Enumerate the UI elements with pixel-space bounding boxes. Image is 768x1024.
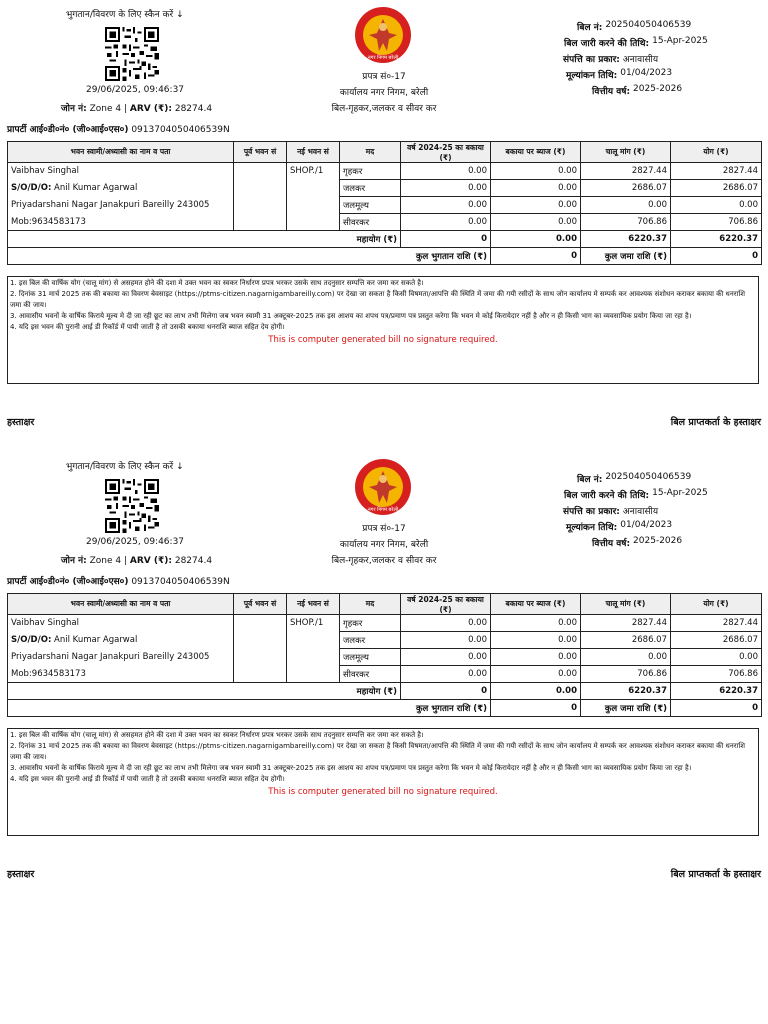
arrear-value: 0.00 — [401, 197, 491, 214]
note-item: 3. आवासीय भवनों के वार्षिक किराये मूल्य मे दी जा रही छूट का लाभ तभी मिलेगा जब भवन स्वामी 31 अक्टूबर-2025 तक इस आशय का शपथ पत्र/प्रमाण पत्र प्रस्तुत करेगा कि भवन मे कोई किरायेदार नहीं है और न ही किसी भाग का व्यवसायिक प्रयोग किया जा रहा है। — [10, 312, 692, 320]
deposit-label: कुल जमा राशि (₹) — [581, 700, 671, 717]
bill-info — [560, 20, 760, 100]
scan-instruction: भुगतान/विवरण के लिए स्कैन करें ↓ — [66, 10, 184, 20]
note-item: 1. इस बिल की वार्षिक योग (चालू मांग) से असहमत होने की दशा मे उक्त भवन का स्वकर निर्धारण प्रपत्र भरकर उसके साथ तदनुसार सम्पत्ति कर जमा कर सकते है। — [10, 731, 424, 739]
grand-total-label: महायोग (₹) — [8, 231, 401, 248]
info-value: 15-Apr-2025 — [652, 36, 708, 46]
total-value: 0.00 — [671, 197, 762, 214]
office-name: कार्यालय नगर निगम, बरेली — [339, 88, 429, 98]
paid-value: 0 — [491, 248, 581, 265]
arrear-value: 0.00 — [401, 180, 491, 197]
info-value: 2025-2026 — [633, 84, 683, 94]
print-datetime: 29/06/2025, 09:46:37 — [86, 85, 185, 95]
interest-value: 0.00 — [491, 649, 581, 666]
property-id: प्रापर्टी आई०डी०नं० (जी०आई०एस०) 0913704050406539N — [7, 125, 230, 135]
payment-row — [8, 248, 762, 265]
column-header: योग (₹) — [671, 142, 762, 163]
owner-cell — [8, 180, 234, 197]
table-header-row — [8, 142, 762, 163]
bill-copy-2 — [0, 452, 768, 904]
bill-copy-1 — [0, 0, 768, 452]
column-header: मद — [340, 594, 401, 615]
info-value: 202504050406539 — [605, 472, 692, 482]
owner-father-name: Anil Kumar Agarwal — [54, 635, 138, 645]
bill-info-row — [564, 36, 760, 52]
info-label: वित्तीय वर्ष: — [592, 539, 631, 549]
bill-info-row — [563, 504, 760, 520]
info-label: वित्तीय वर्ष: — [592, 87, 631, 97]
current-demand-value: 2686.07 — [581, 632, 671, 649]
deposit-value: 0 — [671, 700, 762, 717]
scan-instruction: भुगतान/विवरण के लिए स्कैन करें ↓ — [66, 462, 184, 472]
grand-current: 6220.37 — [581, 231, 671, 248]
zone-arv: जोन नं: Zone 4 | ARV (₹): 28274.4 — [61, 556, 213, 566]
info-label: बिल नं: — [577, 475, 603, 485]
old-building-no — [234, 163, 287, 180]
column-header: पूर्व भवन सं — [234, 594, 287, 615]
interest-value: 0.00 — [491, 180, 581, 197]
column-header: बकाया पर ब्याज (₹) — [491, 594, 581, 615]
owner-cell: Mob:9634583173 — [8, 666, 234, 683]
owner-father-name: Anil Kumar Agarwal — [54, 183, 138, 193]
note-item: 3. आवासीय भवनों के वार्षिक किराये मूल्य मे दी जा रही छूट का लाभ तभी मिलेगा जब भवन स्वामी 31 अक्टूबर-2025 तक इस आशय का शपथ पत्र/प्रमाण पत्र प्रस्तुत करेगा कि भवन मे कोई किरायेदार नहीं है और न ही किसी भाग का व्यवसायिक प्रयोग किया जा रहा है। — [10, 764, 692, 772]
notes-box — [7, 276, 759, 384]
table-row — [8, 163, 762, 180]
bill-info-row — [563, 52, 760, 68]
column-header: योग (₹) — [671, 594, 762, 615]
tax-head: सीवरकर — [340, 666, 401, 683]
receiver-signature-label: बिल प्राप्तकर्ता के हस्ताक्षर — [670, 869, 761, 880]
notes-box — [7, 728, 759, 836]
column-header: भवन स्वामी/अध्यासी का नाम व पता — [8, 142, 234, 163]
arrear-value: 0.00 — [401, 214, 491, 231]
grand-total-row — [8, 683, 762, 700]
owner-relation-label: S/O/D/O: — [11, 635, 52, 645]
arrear-value: 0.00 — [401, 666, 491, 683]
grand-interest: 0.00 — [491, 231, 581, 248]
current-demand-value: 2827.44 — [581, 163, 671, 180]
column-header: चालू मांग (₹) — [581, 142, 671, 163]
info-value: अनावासीय — [622, 507, 659, 517]
signature-label: हस्ताक्षर — [7, 417, 35, 428]
info-label: मूल्यांकन तिथि: — [566, 71, 618, 81]
total-value: 706.86 — [671, 666, 762, 683]
old-building-no — [234, 666, 287, 683]
receiver-signature-label: बिल प्राप्तकर्ता के हस्ताक्षर — [670, 417, 761, 428]
computer-generated-note: This is computer generated bill no signature required. — [268, 335, 498, 345]
property-id: प्रापर्टी आई०डी०नं० (जी०आई०एस०) 0913704050406539N — [7, 577, 230, 587]
form-number: प्रपत्र सं०-17 — [362, 72, 406, 82]
paid-value: 0 — [491, 700, 581, 717]
new-building-no — [287, 666, 340, 683]
table-header-row — [8, 594, 762, 615]
bill-info-row — [592, 536, 760, 552]
current-demand-value: 2827.44 — [581, 615, 671, 632]
new-building-no — [287, 180, 340, 197]
note-item: 2. दिनांक 31 मार्च 2025 तक की बकाया का विवरण बेवसाइट (https://ptms-citizen.nagarnigambareilly.com) पर देखा जा सकता है किसी विषमता/आपत्ति की स्थिति में जमा की गयी रसीदों के साथ जोन कार्यालय मे सम्पर्क कर आवश्यक संशोधन कराकर बकाया की धनराशि जमा की जाय। — [10, 290, 745, 309]
bill-type: बिल-गृहकर,जलकर व सीवर कर — [331, 556, 437, 566]
table-row — [8, 632, 762, 649]
column-header: वर्ष 2024-25 का बकाया (₹) — [401, 142, 491, 163]
deposit-value: 0 — [671, 248, 762, 265]
paid-label: कुल भुगतान राशि (₹) — [8, 248, 491, 265]
new-building-no — [287, 197, 340, 214]
total-value: 2686.07 — [671, 632, 762, 649]
new-building-no: SHOP./1 — [287, 163, 340, 180]
bill-info-row — [566, 68, 760, 84]
current-demand-value: 0.00 — [581, 197, 671, 214]
grand-arrear: 0 — [401, 231, 491, 248]
bill-info-row — [577, 20, 760, 36]
note-item: 2. दिनांक 31 मार्च 2025 तक की बकाया का विवरण बेवसाइट (https://ptms-citizen.nagarnigambareilly.com) पर देखा जा सकता है किसी विषमता/आपत्ति की स्थिति में जमा की गयी रसीदों के साथ जोन कार्यालय मे सम्पर्क कर आवश्यक संशोधन कराकर बकाया की धनराशि जमा की जाय। — [10, 742, 745, 761]
info-value: 2025-2026 — [633, 536, 683, 546]
old-building-no — [234, 180, 287, 197]
info-label: बिल जारी करने की तिथि: — [564, 491, 650, 501]
column-header: नई भवन सं — [287, 594, 340, 615]
column-header: चालू मांग (₹) — [581, 594, 671, 615]
grand-total-label: महायोग (₹) — [8, 683, 401, 700]
tax-head: जलकर — [340, 632, 401, 649]
info-value: 202504050406539 — [605, 20, 692, 30]
old-building-no — [234, 214, 287, 231]
arrear-value: 0.00 — [401, 163, 491, 180]
old-building-no — [234, 649, 287, 666]
svg-text:नगर निगम बरेली: नगर निगम बरेली — [367, 55, 399, 61]
old-building-no — [234, 615, 287, 632]
info-label: बिल जारी करने की तिथि: — [564, 39, 650, 49]
grand-interest: 0.00 — [491, 683, 581, 700]
current-demand-value: 2686.07 — [581, 180, 671, 197]
owner-cell: Mob:9634583173 — [8, 214, 234, 231]
tax-table — [7, 593, 762, 717]
info-label: बिल नं: — [577, 23, 603, 33]
old-building-no — [234, 632, 287, 649]
qr-code[interactable] — [105, 479, 159, 533]
bill-info-row — [577, 472, 760, 488]
tax-head: सीवरकर — [340, 214, 401, 231]
info-value: 01/04/2023 — [620, 520, 673, 530]
bill-info-row — [564, 488, 760, 504]
arrear-value: 0.00 — [401, 649, 491, 666]
qr-code[interactable] — [105, 27, 159, 81]
note-item: 4. यदि इस भवन की पुरानी आई डी रिकॉर्ड में पायी जाती है तो उसकी बकाया धनराशि ब्याज सहित देय होगी। — [10, 323, 285, 331]
tax-head: जलमूल्य — [340, 197, 401, 214]
owner-cell — [8, 632, 234, 649]
owner-cell: Vaibhav Singhal — [8, 615, 234, 632]
tax-table — [7, 141, 762, 265]
print-datetime: 29/06/2025, 09:46:37 — [86, 537, 185, 547]
zone-arv: जोन नं: Zone 4 | ARV (₹): 28274.4 — [61, 104, 213, 114]
interest-value: 0.00 — [491, 163, 581, 180]
total-value: 2827.44 — [671, 163, 762, 180]
payment-row — [8, 700, 762, 717]
tax-head: जलमूल्य — [340, 649, 401, 666]
bill-info-row — [566, 520, 760, 536]
new-building-no — [287, 214, 340, 231]
computer-generated-note: This is computer generated bill no signature required. — [268, 787, 498, 797]
owner-relation-label: S/O/D/O: — [11, 183, 52, 193]
municipal-logo — [353, 5, 413, 65]
old-building-no — [234, 197, 287, 214]
note-item: 4. यदि इस भवन की पुरानी आई डी रिकॉर्ड में पायी जाती है तो उसकी बकाया धनराशि ब्याज सहित देय होगी। — [10, 775, 285, 783]
info-label: संपत्ति का प्रकार: — [563, 55, 620, 65]
table-row — [8, 666, 762, 683]
new-building-no — [287, 649, 340, 666]
paid-label: कुल भुगतान राशि (₹) — [8, 700, 491, 717]
grand-total-row — [8, 231, 762, 248]
new-building-no — [287, 632, 340, 649]
bill-type: बिल-गृहकर,जलकर व सीवर कर — [331, 104, 437, 114]
arrear-value: 0.00 — [401, 615, 491, 632]
current-demand-value: 0.00 — [581, 649, 671, 666]
table-row — [8, 180, 762, 197]
table-row — [8, 197, 762, 214]
total-value: 2686.07 — [671, 180, 762, 197]
column-header: पूर्व भवन सं — [234, 142, 287, 163]
grand-arrear: 0 — [401, 683, 491, 700]
interest-value: 0.00 — [491, 197, 581, 214]
table-row — [8, 214, 762, 231]
info-value: 01/04/2023 — [620, 68, 673, 78]
column-header: नई भवन सं — [287, 142, 340, 163]
arrear-value: 0.00 — [401, 632, 491, 649]
form-number: प्रपत्र सं०-17 — [362, 524, 406, 534]
current-demand-value: 706.86 — [581, 214, 671, 231]
bill-info — [560, 472, 760, 552]
column-header: वर्ष 2024-25 का बकाया (₹) — [401, 594, 491, 615]
info-value: 15-Apr-2025 — [652, 488, 708, 498]
tax-head: जलकर — [340, 180, 401, 197]
office-name: कार्यालय नगर निगम, बरेली — [339, 540, 429, 550]
current-demand-value: 706.86 — [581, 666, 671, 683]
table-row — [8, 615, 762, 632]
svg-text:नगर निगम बरेली: नगर निगम बरेली — [367, 507, 399, 513]
grand-current: 6220.37 — [581, 683, 671, 700]
interest-value: 0.00 — [491, 214, 581, 231]
column-header: मद — [340, 142, 401, 163]
table-row — [8, 649, 762, 666]
total-value: 706.86 — [671, 214, 762, 231]
info-label: संपत्ति का प्रकार: — [563, 507, 620, 517]
total-value: 2827.44 — [671, 615, 762, 632]
column-header: बकाया पर ब्याज (₹) — [491, 142, 581, 163]
municipal-logo — [353, 457, 413, 517]
deposit-label: कुल जमा राशि (₹) — [581, 248, 671, 265]
owner-cell: Vaibhav Singhal — [8, 163, 234, 180]
grand-total: 6220.37 — [671, 231, 762, 248]
note-item: 1. इस बिल की वार्षिक योग (चालू मांग) से असहमत होने की दशा मे उक्त भवन का स्वकर निर्धारण प्रपत्र भरकर उसके साथ तदनुसार सम्पत्ति कर जमा कर सकते है। — [10, 279, 424, 287]
grand-total: 6220.37 — [671, 683, 762, 700]
tax-head: गृहकर — [340, 615, 401, 632]
interest-value: 0.00 — [491, 666, 581, 683]
owner-cell: Priyadarshani Nagar Janakpuri Bareilly 243005 — [8, 197, 234, 214]
column-header: भवन स्वामी/अध्यासी का नाम व पता — [8, 594, 234, 615]
total-value: 0.00 — [671, 649, 762, 666]
signature-label: हस्ताक्षर — [7, 869, 35, 880]
info-label: मूल्यांकन तिथि: — [566, 523, 618, 533]
interest-value: 0.00 — [491, 632, 581, 649]
info-value: अनावासीय — [622, 55, 659, 65]
new-building-no: SHOP./1 — [287, 615, 340, 632]
tax-head: गृहकर — [340, 163, 401, 180]
bill-info-row — [592, 84, 760, 100]
owner-cell: Priyadarshani Nagar Janakpuri Bareilly 243005 — [8, 649, 234, 666]
interest-value: 0.00 — [491, 615, 581, 632]
